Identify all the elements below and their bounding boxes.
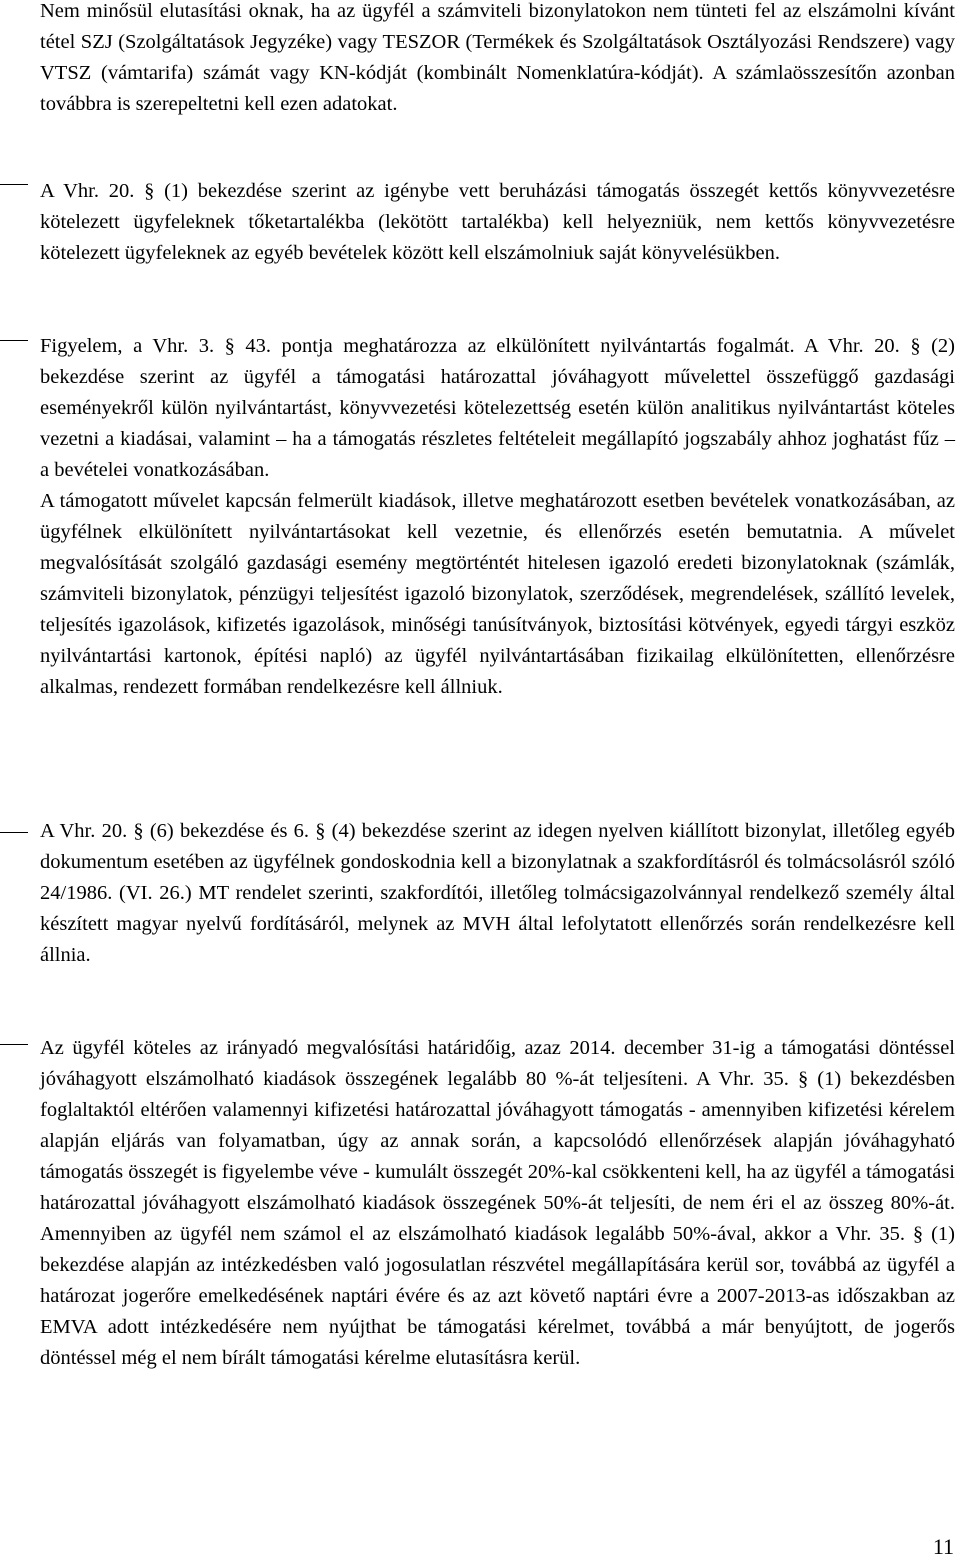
paragraph-text: A támogatott művelet kapcsán felmerült kiadások, illetve meghatározott esetben bevételek vonatkozásában, az ügyfélnek elkülönített nyilvántartásokat kell vezetnie, és ellenőrzés esetén bemutatnia. A művelet megvalósítását szolgáló gazdasági esemény megtörténtét hitelesen igazoló eredeti bizonylatoknak (számlák, számviteli bizonylatok, pénzügyi teljesítést igazoló bizonylatok, szerződések, megrendelések, szállító levelek, teljesítés igazolások, kifizetés igazolások, minőségi tanúsítványok, biztosítási kötvények, egyedi tárgyi eszköz nyilvántartási kartonok, építési napló) az ügyfél nyilvántartásában fizikailag elkülönítetten, ellenőrzésre alkalmas, rendezett formában rendelkezésre kell állniuk. — [40, 490, 955, 698]
paragraph-text: A Vhr. 20. § (6) bekezdése és 6. § (4) bekezdése szerint az idegen nyelven kiállított bizonylat, illetőleg egyéb dokumentum esetében az ügyfélnek gondoskodnia kell a bizonylatnak a szakfordításról és tolmácsolásról szóló 24/1986. (VI. 26.) MT rendelet szerinti, szakfordítói, illetőleg tolmácsigazolvánnyal rendelkező személy által készített magyar nyelvű fordításáról, melynek az MVH által lefolytatott ellenőrzés során rendelkezésre kell állnia. — [40, 820, 955, 966]
paragraph-deadline — [40, 1033, 955, 1374]
paragraph-text: Nem minősül elutasítási oknak, ha az ügyfél a számviteli bizonylatokon nem tünteti fel az elszámolni kívánt tétel SZJ (Szolgáltatások Jegyzéke) vagy TESZOR (Termékek és Szolgáltatások Osztályozási Rendszere) vagy VTSZ (vámtarifa) számát vagy KN-kódját (kombinált Nomenklatúra-kódját). A számlaösszesítőn azonban továbbra is szerepeltetni kell ezen adatokat. — [40, 0, 955, 115]
paragraph-separate-records — [40, 331, 955, 703]
list-dash — [0, 340, 28, 341]
paragraph-text: A Vhr. 20. § (1) bekezdése szerint az igénybe vett beruházási támogatás összegét kettős könyvvezetésre kötelezett ügyfeleknek tőketartalékba (lekötött tartalékba) kell helyezniük, nem kettős könyvvezetésre kötelezett ügyfeleknek az egyéb bevételek között kell elszámolniuk saját könyvelésükben. — [40, 180, 955, 264]
paragraph-vhr-20-1 — [40, 176, 955, 269]
paragraph-text: Az ügyfél köteles az irányadó megvalósítási határidőig, azaz 2014. december 31-ig a támogatási döntéssel jóváhagyott elszámolható kiadások összegének legalább 80 %-át teljesíteni. A Vhr. 35. § (1) bekezdésben foglaltaktól eltérően valamennyi kifizetési határozattal jóváhagyott támogatás - amennyiben kifizetési kérelem alapján eljárás van folyamatban, úgy az annak során, a kapcsolódó ellenőrzések alapján jóváhagyható támogatás összegét is figyelembe véve - kumulált összegét 20%-kal csökkenteni kell, ha az ügyfél a támogatási határozattal jóváhagyott elszámolható kiadások összegének 50%-át teljesíti, de nem éri el az összeg 80%-át. Amennyiben az ügyfél nem számol el az elszámolható kiadások legalább 50%-ával, akkor a Vhr. 35. § (1) bekezdése alapján az intézkedésben való jogosulatlan részvétel megállapítására kerül sor, továbbá az ügyfél a határozat jogerőre emelkedésének naptári évére és az azt követő naptári évre a 2007-2013-as időszakban az EMVA adott intézkedésére nem nyújthat be támogatási kérelmet, továbbá a már benyújtott, de jogerős döntéssel még el nem bírált támogatási kérelme elutasításra kerül. — [40, 1037, 955, 1369]
paragraph-invalid-codes — [40, 0, 955, 120]
list-dash — [0, 832, 28, 833]
list-dash — [0, 1044, 28, 1045]
list-dash — [0, 184, 28, 185]
paragraph-text: Figyelem, a Vhr. 3. § 43. pontja meghatározza az elkülönített nyilvántartás fogalmát. A Vhr. 20. § (2) bekezdése szerint az ügyfél a támogatási határozattal jóváhagyott művelettel összefüggő gazdasági eseményekről külön nyilvántartást, könyvvezetési kötelezettség esetén külön analitikus nyilvántartást köteles vezetni a kiadásai, valamint – ha a támogatás részletes feltételeit megállapító jogszabály ahhoz joghatást fűz – a bevételei vonatkozásában. — [40, 335, 955, 481]
paragraph-translation — [40, 816, 955, 971]
page-number: 11 — [932, 1534, 954, 1559]
